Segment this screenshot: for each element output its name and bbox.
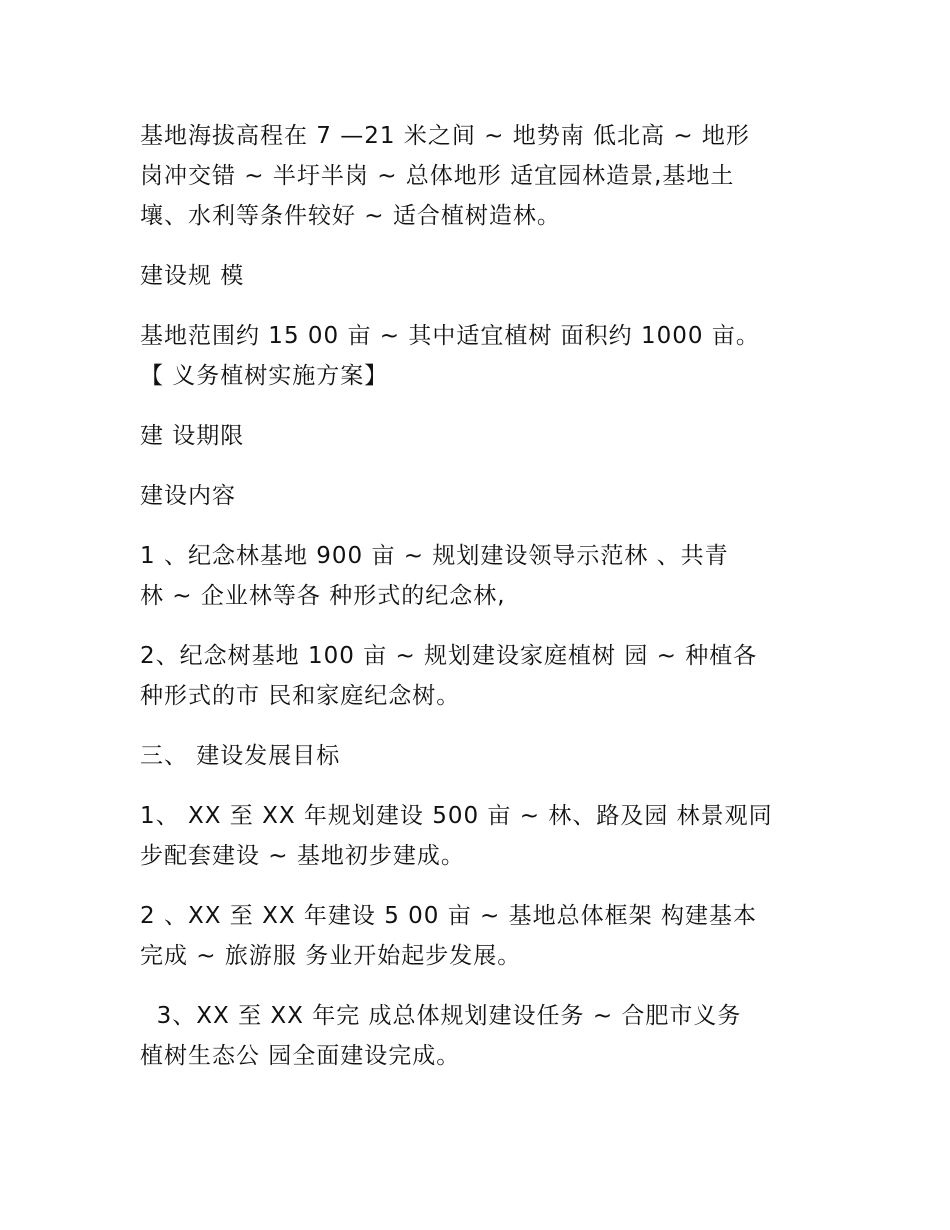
paragraph-site-area — [140, 316, 820, 396]
document-body — [140, 116, 820, 1076]
text-line: 三、 建设发展目标 — [140, 743, 341, 769]
text-line: 林 ~ 企业林等各 种形式的纪念林, — [140, 583, 506, 609]
paragraph-site-terrain — [140, 116, 820, 236]
list-item-goal-3 — [140, 996, 820, 1076]
text-line: 1 、纪念林基地 900 亩 ~ 规划建设领导示范林 、共青 — [140, 543, 729, 569]
heading-construction-scale — [140, 256, 820, 296]
text-line: 2、纪念树基地 100 亩 ~ 规划建设家庭植树 园 ~ 种植各 — [140, 643, 758, 669]
list-item-memorial-forest — [140, 536, 820, 616]
text-line: 1、 XX 至 XX 年规划建设 500 亩 ~ 林、路及园 林景观同 — [140, 803, 773, 829]
list-item-goal-1 — [140, 796, 820, 876]
text-line: 建 设期限 — [140, 423, 245, 449]
list-item-memorial-trees — [140, 636, 820, 716]
text-line: 建设内容 — [140, 483, 236, 509]
text-line: 2 、XX 至 XX 年建设 5 00 亩 ~ 基地总体框架 构建基本 — [140, 903, 757, 929]
text-line: 步配套建设 ~ 基地初步建成。 — [140, 843, 465, 869]
text-line: 种形式的市 民和家庭纪念树。 — [140, 683, 461, 709]
text-line: 基地海拔高程在 7 —21 米之间 ~ 地势南 低北高 ~ 地形 — [140, 123, 750, 149]
heading-development-goals — [140, 736, 820, 776]
list-item-goal-2 — [140, 896, 820, 976]
text-line: 岗冲交错 ~ 半圩半岗 ~ 总体地形 适宜园林造景,基地土 — [140, 163, 735, 189]
text-line: 基地范围约 15 00 亩 ~ 其中适宜植树 面积约 1000 亩。 — [140, 323, 760, 349]
text-line: 【 义务植树实施方案】 — [140, 363, 389, 389]
text-line: 完成 ~ 旅游服 务业开始起步发展。 — [140, 943, 522, 969]
text-line: 植树生态公 园全面建设完成。 — [140, 1043, 461, 1069]
text-line: 建设规 模 — [140, 263, 245, 289]
text-line: 壤、水利等条件较好 ~ 适合植树造林。 — [140, 203, 561, 229]
text-line: 3、XX 至 XX 年完 成总体规划建设任务 ~ 合肥市义务 — [140, 1003, 742, 1029]
heading-construction-content — [140, 476, 820, 516]
heading-construction-period — [140, 416, 820, 456]
